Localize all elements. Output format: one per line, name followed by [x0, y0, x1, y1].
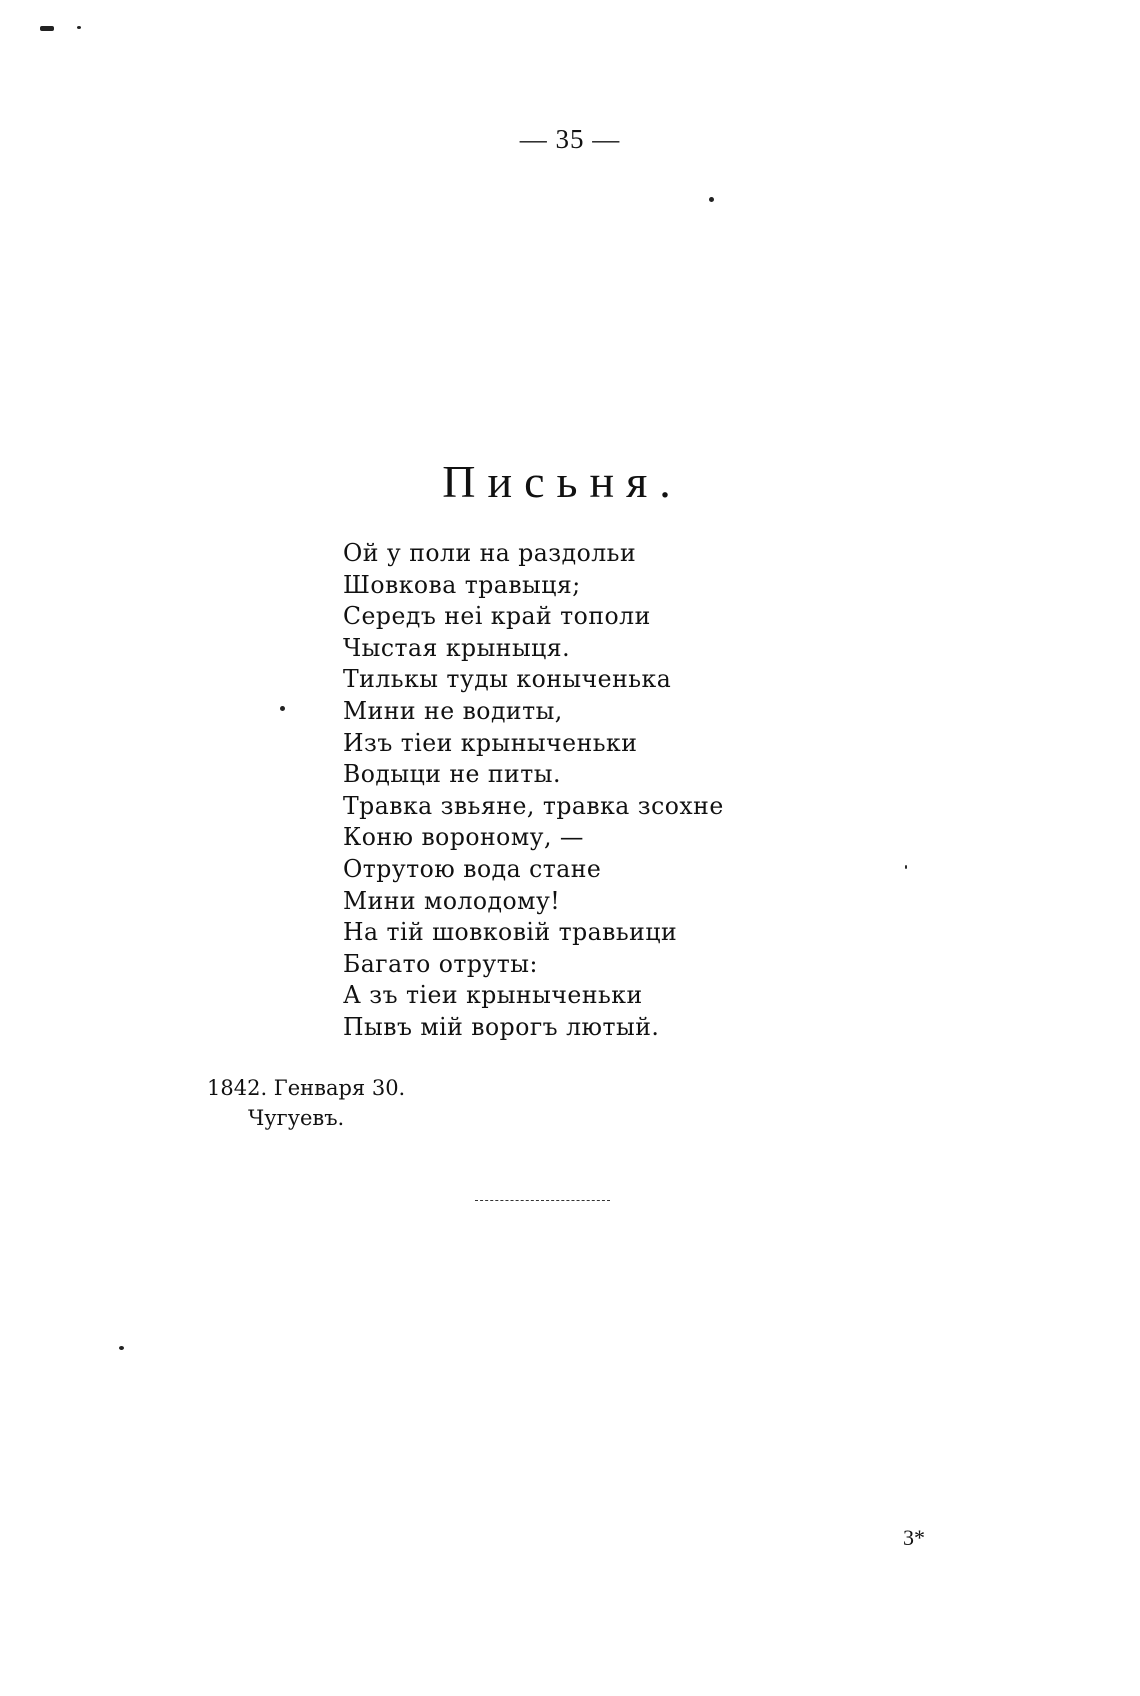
scan-speck — [709, 197, 714, 202]
signature-mark: 3* — [903, 1525, 925, 1550]
poem-line: Чыстая крыныця. — [343, 633, 571, 662]
poem-line: А зъ тіеи крыныченьки — [343, 981, 643, 1010]
poem-title: Письня. — [442, 456, 683, 507]
end-divider — [475, 1200, 610, 1201]
scan-speck — [119, 1346, 124, 1350]
poem-line: Багато отруты: — [343, 949, 538, 978]
poem-line: Водыци не питы. — [343, 760, 561, 789]
poem-line: Шовкова травыця; — [343, 570, 581, 599]
poem-line: Мини не водиты, — [343, 696, 563, 725]
page-number: — 35 — — [519, 124, 621, 154]
scan-speck — [280, 706, 285, 711]
poem-date: 1842. Генваря 30. — [207, 1076, 406, 1100]
poem-line: Ой у поли на раздольи — [343, 539, 637, 567]
scan-speck — [905, 865, 907, 869]
poem-place: Чугуевъ. — [248, 1106, 345, 1130]
scan-speck — [40, 26, 54, 31]
poem-line: Тильк​ы туды коныченька — [343, 665, 672, 694]
poem-line: Мини молодому! — [343, 886, 561, 915]
poem-line: Травка звьяне, травка зсохне — [343, 791, 724, 820]
poem-line: На тій шовковій травьици — [343, 918, 678, 947]
poem-line: Отрутою вода стане — [343, 854, 602, 883]
poem-line: Пывъ мій ворогъ лютый. — [343, 1012, 660, 1041]
poem-stanza — [343, 538, 732, 1044]
scan-speck — [77, 26, 81, 29]
poem-line: Изъ тіеи крыныченьки — [343, 728, 638, 757]
poem-line: Коню вороному, — — [343, 823, 584, 852]
poem-line: Середъ неі край тополи — [343, 602, 651, 631]
